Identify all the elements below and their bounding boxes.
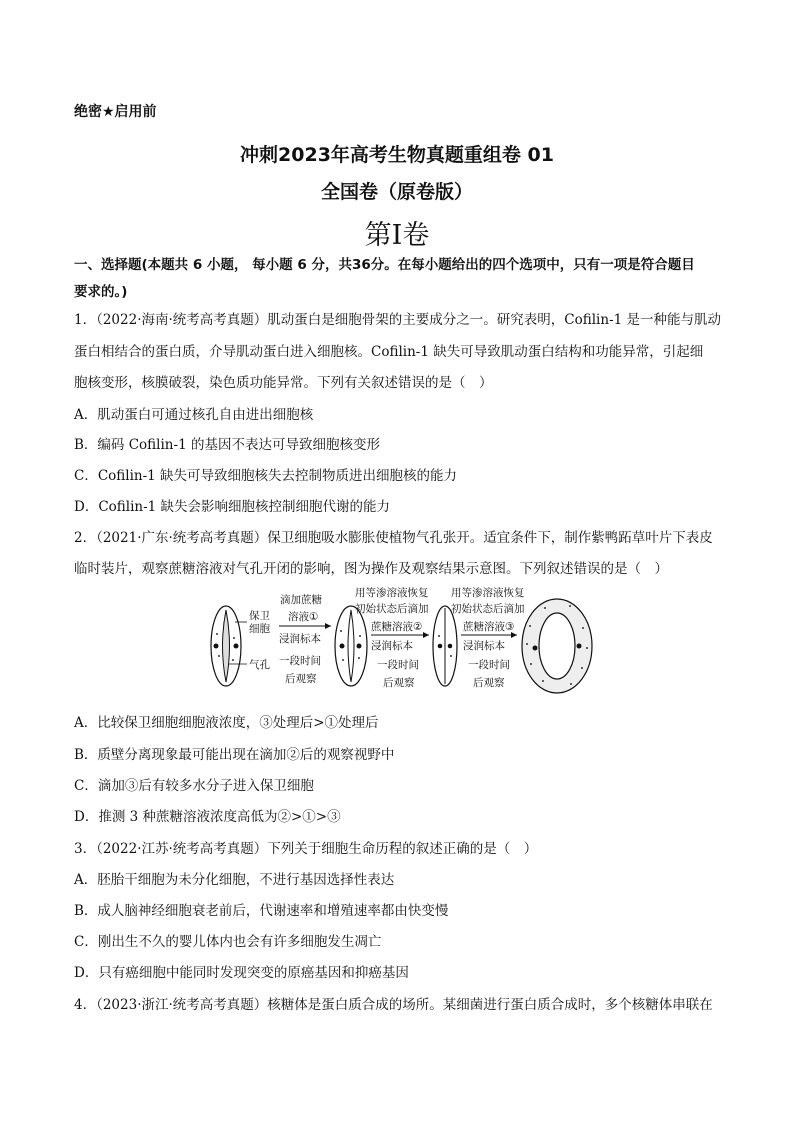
- question-1-stem-line-1: 1．（2022·海南·统考高考真题）肌动蛋白是细胞骨架的主要成分之一。研究表明，Cofilin-1 是一种能与肌动: [74, 312, 722, 328]
- step1-text-3: 浸润标本: [279, 633, 321, 645]
- stoma-after-solution-3: [522, 599, 592, 693]
- step1-text-2: 溶液①: [288, 611, 319, 623]
- label-guard-cell-2: 细胞: [249, 623, 270, 635]
- label-stoma-pore: 气孔: [249, 659, 270, 671]
- step2-text-1: 用等渗溶液恢复: [355, 587, 429, 599]
- step3-text-5: 一段时间: [468, 659, 510, 671]
- exam-title: 冲刺2023年高考生物真题重组卷 01: [240, 144, 554, 166]
- question-1-option-d: D．Cofilin-1 缺失会影响细胞核控制细胞代谢的能力: [74, 499, 391, 515]
- step3-text-3: 蔗糖溶液③: [463, 621, 515, 633]
- stoma-initial: [211, 606, 241, 686]
- question-2-option-d: D．推测 3 种蔗糖溶液浓度高低为②>①>③: [74, 809, 341, 825]
- question-3-option-d: D．只有癌细胞中能同时发现突变的原癌基因和抑癌基因: [74, 965, 409, 981]
- question-2-stem-line-2: 临时装片，观察蔗糖溶液对气孔开闭的影响，图为操作及观察结果示意图。下列叙述错误的是（ ）: [74, 561, 668, 577]
- exam-subtitle: 全国卷（原卷版）: [320, 181, 473, 203]
- step3-text-4: 浸润标本: [463, 640, 505, 652]
- step3-text-1: 用等渗溶液恢复: [451, 587, 525, 599]
- question-2-option-b: B．质壁分离现象最可能出现在滴加②后的观察视野中: [74, 747, 395, 763]
- question-3-option-b: B．成人脑神经细胞衰老前后，代谢速率和增殖速率都由快变慢: [74, 903, 449, 919]
- question-2-option-a: A．比较保卫细胞细胞液浓度，③处理后>①处理后: [74, 715, 379, 731]
- step1-text-4: 一段时间: [279, 655, 321, 667]
- section-title: 第I卷: [364, 220, 430, 251]
- step2-text-6: 后观察: [383, 677, 415, 689]
- step2-text-5: 一段时间: [377, 659, 419, 671]
- question-1-option-b: B．编码 Cofilin-1 的基因不表达可导致细胞核变形: [74, 437, 380, 453]
- question-3-option-c: C．刚出生不久的婴儿体内也会有许多细胞发生凋亡: [74, 934, 382, 950]
- step1-text-1: 滴加蔗糖: [280, 594, 322, 606]
- stoma-after-solution-1: [335, 606, 367, 686]
- instructions-line-1: 一、选择题(本题共 6 小题， 每小题 6 分，共36分。在每小题给出的四个选项中，只有一项是符合题目: [74, 257, 695, 273]
- question-1-option-a: A．肌动蛋白可通过核孔自由进出细胞核: [74, 407, 314, 423]
- step2-text-2: 初始状态后滴加: [355, 603, 429, 615]
- confidential-label: 绝密★启用前: [74, 104, 157, 120]
- stoma-after-solution-2: [433, 606, 457, 686]
- label-guard-cell-1: 保卫: [249, 610, 270, 622]
- stomata-experiment-figure: [205, 586, 595, 702]
- step2-text-4: 浸润标本: [371, 640, 413, 652]
- step1-text-5: 后观察: [285, 673, 317, 685]
- question-2-option-c: C．滴加③后有较多水分子进入保卫细胞: [74, 778, 314, 794]
- step3-text-6: 后观察: [473, 677, 505, 689]
- question-4-stem-line-1: 4．（2023·浙江·统考高考真题）核糖体是蛋白质合成的场所。某细菌进行蛋白质合成时，多个核糖体串联在: [74, 997, 713, 1013]
- question-1-stem-line-3: 胞核变形，核膜破裂，染色质功能异常。下列有关叙述错误的是（ ）: [74, 375, 493, 391]
- step3-text-2: 初始状态后滴加: [451, 603, 525, 615]
- question-2-stem-line-1: 2．（2021·广东·统考高考真题）保卫细胞吸水膨胀使植物气孔张开。适宜条件下，制作紫鸭跖草叶片下表皮: [74, 530, 713, 546]
- question-3-option-a: A．胚胎干细胞为未分化细胞，不进行基因选择性表达: [74, 872, 395, 888]
- question-1-option-c: C．Cofilin-1 缺失可导致细胞核失去控制物质进出细胞核的能力: [74, 468, 458, 484]
- instructions-line-2: 要求的。): [74, 284, 128, 300]
- question-1-stem-line-2: 蛋白相结合的蛋白质，介导肌动蛋白进入细胞核。Cofilin-1 缺失可导致肌动蛋白结构和功能异常，引起细: [74, 344, 704, 360]
- step2-text-3: 蔗糖溶液②: [371, 621, 423, 633]
- question-3-stem-line-1: 3．（2022·江苏·统考高考真题）下列关于细胞生命历程的叙述正确的是（ ）: [74, 841, 538, 857]
